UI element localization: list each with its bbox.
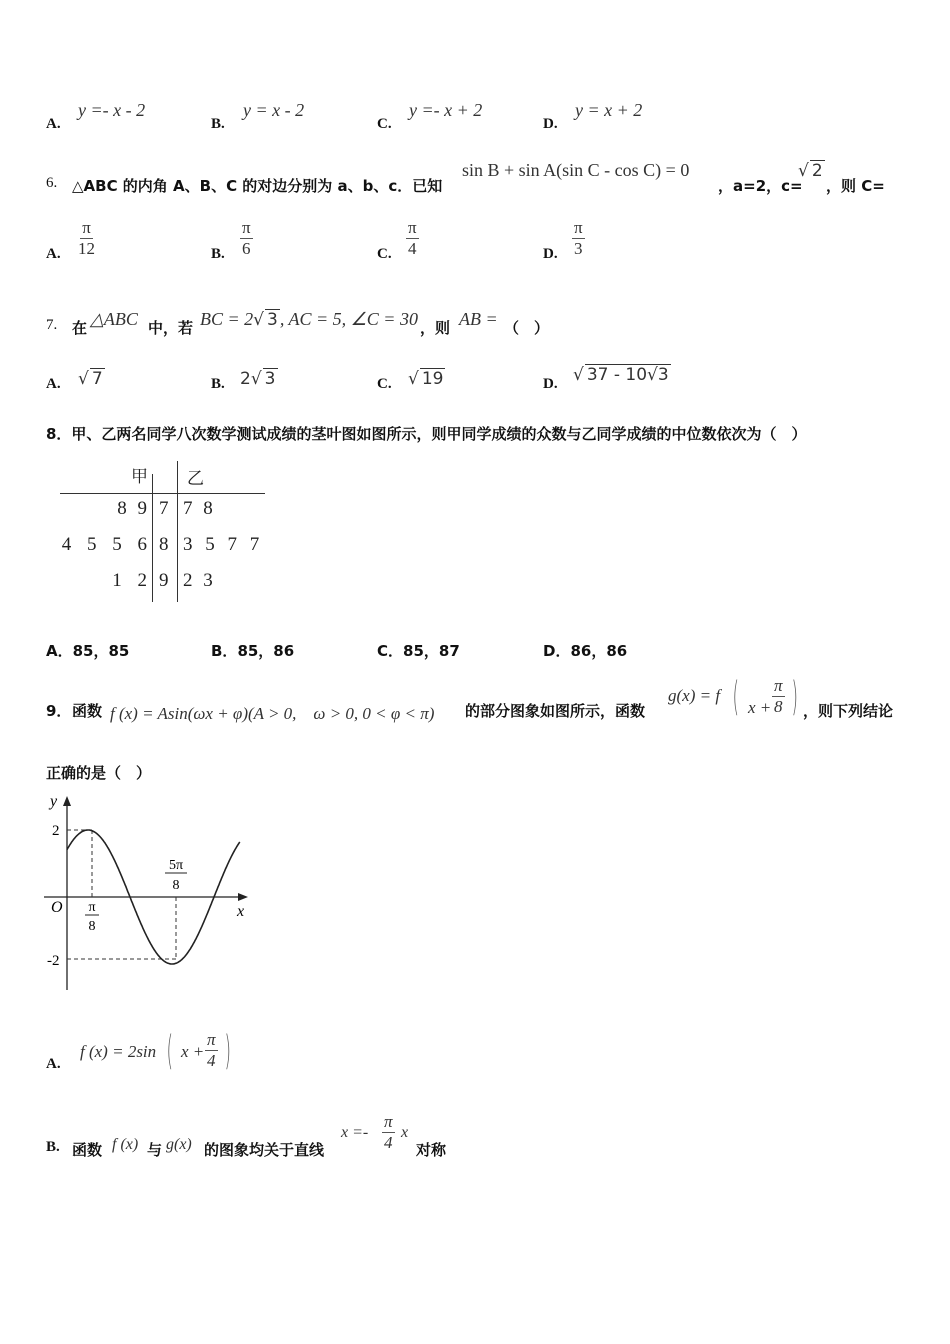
q7-option-c-label: C. xyxy=(377,376,392,392)
x1-label-num: π xyxy=(88,900,96,915)
q8-option-d: D．86，86 xyxy=(543,642,628,660)
q9-number: 9． xyxy=(46,702,72,720)
y-max-label: 2 xyxy=(52,823,60,839)
q9-stem-c: ，则下列结论 xyxy=(803,702,894,720)
q5-option-c-label: C. xyxy=(377,116,392,132)
q6-stem-a: △ABC 的内角 A、B、C 的对边分别为 a、b、c．已知 xyxy=(72,177,443,195)
q5-option-b-expr: y = x - 2 xyxy=(243,100,305,120)
q9-g-left-paren: ( xyxy=(732,674,739,720)
q9-option-a xyxy=(0,1028,950,1084)
q9-option-b-line-b: x xyxy=(401,1124,409,1141)
table-header-jia: 甲 xyxy=(131,467,148,487)
q9-option-b xyxy=(0,1112,950,1162)
x2-label-den: 8 xyxy=(172,878,180,893)
table-divider-right xyxy=(177,461,178,602)
q7-option-d-value: √ 37 - 10√3 xyxy=(573,365,669,385)
origin-label: O xyxy=(51,899,63,916)
q6-option-b-fraction: $\frac{\pi}{6}$ xyxy=(242,218,251,258)
question-7 xyxy=(0,305,950,341)
table-header-line xyxy=(60,493,265,494)
q6-option-b-label: B. xyxy=(211,246,225,262)
table-row-2-left: 4 5 5 6 xyxy=(61,534,147,555)
q6-options xyxy=(0,218,950,272)
question-9 xyxy=(0,674,950,730)
q7-option-b-value: 2√ 3 xyxy=(240,369,276,389)
sine-graph xyxy=(40,790,260,1000)
q8-option-a: A．85，85 xyxy=(46,642,130,660)
q7-option-a-value: √ 7 xyxy=(78,369,103,389)
q5-option-b-label: B. xyxy=(211,116,225,132)
q6-option-a-label: A. xyxy=(46,246,61,262)
stem-leaf-table xyxy=(50,456,280,606)
q9-option-a-label: A. xyxy=(46,1056,61,1072)
q9-option-b-text-a: 函数 xyxy=(72,1141,103,1159)
q9-option-b-g: g(x) xyxy=(166,1136,192,1153)
x2-label-num: 5π xyxy=(168,858,184,873)
table-row-2-stem: 8 xyxy=(159,534,169,555)
table-row-1-left: 8 9 xyxy=(117,498,147,519)
q7-stem-b: 中，若 xyxy=(148,319,194,337)
q5-option-a-expr: y =- x - 2 xyxy=(78,100,146,120)
q8-option-b: B．85，86 xyxy=(211,642,295,660)
q5-options xyxy=(0,96,950,136)
table-row-1-stem: 7 xyxy=(159,498,169,519)
q9-option-b-text-b: 与 xyxy=(147,1141,163,1159)
q7-stem-a: 在 xyxy=(72,319,88,337)
q9-option-a-right-paren: ) xyxy=(224,1028,231,1074)
q9-g-definition: g(x) = f xyxy=(668,686,721,705)
q5-option-d-expr: y = x + 2 xyxy=(575,100,643,120)
q8-stem: 8．甲、乙两名同学八次数学测试成绩的茎叶图如图所示，则甲同学成绩的众数与乙同学成绩的中位数依次为（ ） xyxy=(46,425,807,443)
y-axis-arrow-icon xyxy=(63,796,71,806)
x-axis-arrow-icon xyxy=(238,893,248,901)
q7-paren: （ ） xyxy=(504,319,550,337)
q9-option-a-left-paren: ( xyxy=(166,1028,173,1074)
q9-option-b-line-a: x =- xyxy=(341,1124,369,1141)
q9-option-b-text-c: 的图象均关于直线 xyxy=(204,1141,325,1159)
q9-option-b-f: f (x) xyxy=(112,1136,139,1153)
y-axis-label: y xyxy=(50,793,58,810)
q9-g-inner: x + xyxy=(748,698,772,717)
q6-stem-b: ，a=2，c= xyxy=(718,177,803,195)
q9-option-a-expr: f (x) = 2sin xyxy=(80,1042,157,1061)
q8-option-c: C．85，87 xyxy=(377,642,460,660)
q6-c-value: √ 2 xyxy=(798,161,823,181)
q9-f-definition: f (x) = Asin(ωx + φ)(A > 0, ω > 0, 0 < φ < π) xyxy=(110,704,435,723)
q7-option-d-label: D. xyxy=(543,376,558,392)
q9-option-a-fraction: $\frac{\pi}{4}$ xyxy=(207,1030,216,1070)
y-min-label: -2 xyxy=(47,953,60,969)
table-row-3-right: 2 3 xyxy=(183,570,213,591)
q6-option-c-fraction: $\frac{\pi}{4}$ xyxy=(408,218,417,258)
q7-option-b-label: B. xyxy=(211,376,225,392)
q7-options xyxy=(0,362,950,398)
q6-option-d-label: D. xyxy=(543,246,558,262)
q9-stem-b: 的部分图象如图所示，函数 xyxy=(465,702,646,720)
q9-stem-a: 函数 xyxy=(72,702,103,720)
table-row-1-right: 7 8 xyxy=(183,498,213,519)
table-row-2-right: 3 5 7 7 xyxy=(183,534,260,555)
q6-equation: sin B + sin A(sin C - cos C) = 0 xyxy=(462,160,690,180)
q7-option-c-value: √ 19 xyxy=(408,369,444,389)
q6-number: 6. xyxy=(46,175,58,191)
q7-option-a-label: A. xyxy=(46,376,61,392)
q7-number: 7. xyxy=(46,317,58,333)
q5-option-c-expr: y =- x + 2 xyxy=(409,100,483,120)
question-6 xyxy=(0,158,950,198)
q7-triangle: △ABC xyxy=(90,309,138,329)
q9-option-b-text-d: 对称 xyxy=(416,1141,447,1159)
x1-label-den: 8 xyxy=(88,919,96,934)
q9-g-fraction: $\frac{\pi}{8}$ xyxy=(774,676,783,716)
table-header-yi: 乙 xyxy=(187,469,204,489)
q6-stem-c: ，则 C= xyxy=(826,177,885,195)
q9-g-right-paren: ) xyxy=(791,674,798,720)
q7-ask: AB = xyxy=(459,309,498,329)
x-axis-label: x xyxy=(237,903,245,920)
q5-option-a-label: A. xyxy=(46,116,61,132)
q6-option-a-fraction: $\frac{\pi}{12}$ xyxy=(78,218,95,258)
q8-options xyxy=(0,640,950,662)
q9-option-b-label: B. xyxy=(46,1139,60,1155)
q7-stem-c: ，则 xyxy=(420,319,451,337)
q6-option-d-fraction: $\frac{\pi}{3}$ xyxy=(574,218,583,258)
q5-option-d-label: D. xyxy=(543,116,558,132)
q9-stem-d: 正确的是（ ） xyxy=(46,764,152,782)
table-divider-left xyxy=(152,474,153,602)
q7-condition: BC = 2√ 3 , AC = 5, ∠C = 30 xyxy=(200,309,418,330)
q6-option-c-label: C. xyxy=(377,246,392,262)
table-row-3-stem: 9 xyxy=(159,570,169,591)
q9-option-b-fraction: $\frac{\pi}{4}$ xyxy=(384,1112,393,1152)
table-row-3-left: 1 2 xyxy=(112,570,147,591)
q9-option-a-inner: x + xyxy=(181,1042,205,1061)
